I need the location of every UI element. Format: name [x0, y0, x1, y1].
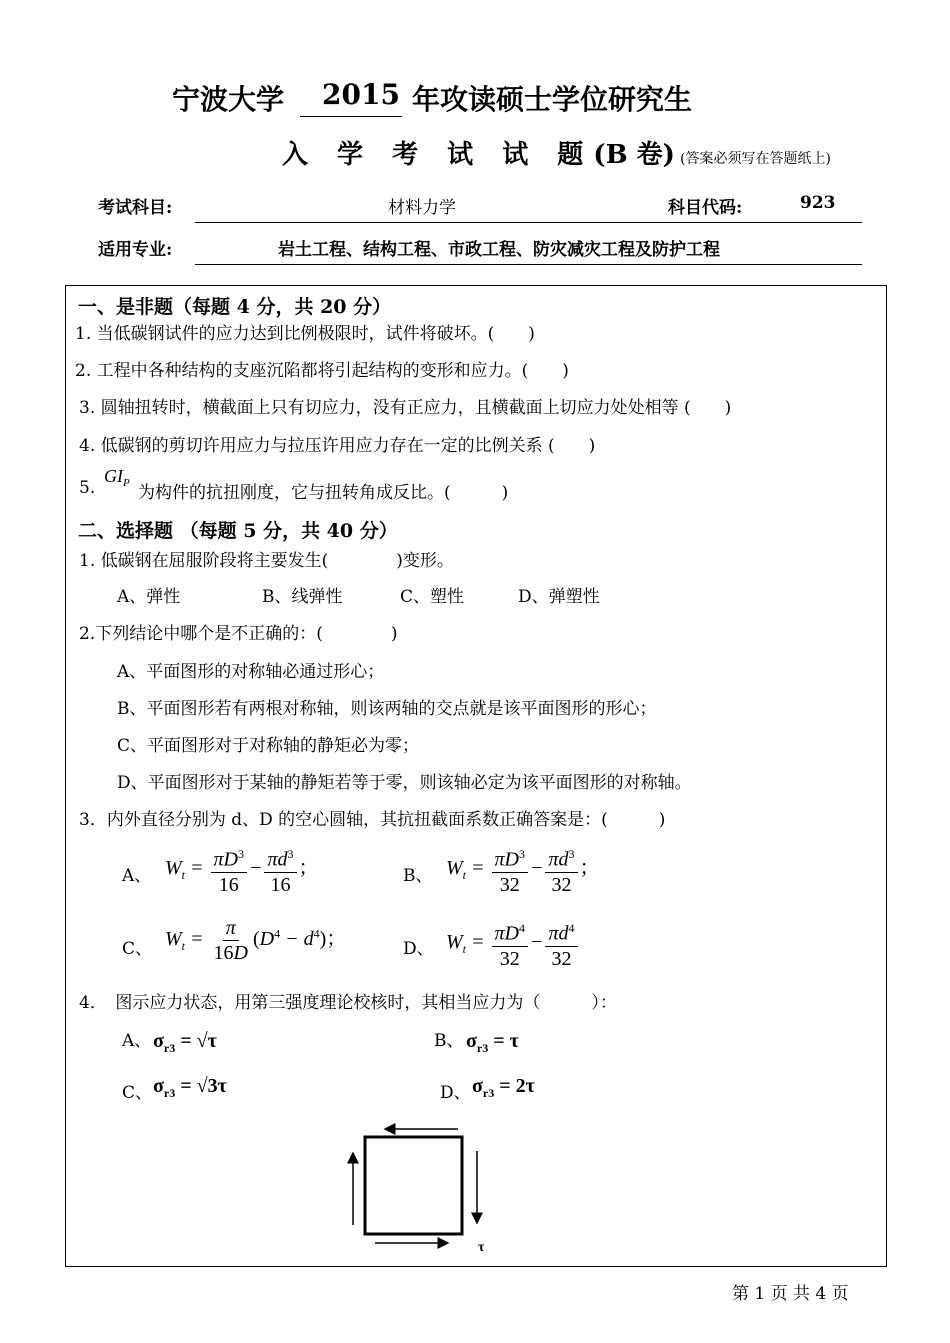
- major-underline: [195, 264, 862, 265]
- s2-q4-option-b: $\sigma_{r3} = \tau$: [466, 1030, 519, 1055]
- exam-version: (B 卷): [593, 140, 675, 170]
- subject-label: 考试科目:: [98, 198, 173, 218]
- year-underline: [300, 116, 402, 117]
- s1-item-5-text: 为构件的抗扭刚度，它与扭转角成反比。( ): [138, 483, 509, 503]
- s2-q3-formula-a: $W_t$ = $\frac{\pi D^3}{16}$ − $\frac{\pi d^3}{16}$ ；: [165, 842, 319, 897]
- s2-q2-opt-c: C、平面图形对于对称轴的静矩必为零；: [117, 736, 420, 756]
- subject-underline: [195, 222, 862, 223]
- s2-q1-opt-c: C、塑性: [400, 587, 465, 607]
- s1-item-5-num: 5.: [79, 478, 96, 498]
- exam-note: (答案必须写在答题纸上): [680, 151, 831, 167]
- s2-q3-formula-d: $W_t$ = $\frac{\pi D^4}{32}$ − $\frac{\pi d^4}{32}$: [446, 916, 580, 971]
- s2-q3: 3．内外直径分别为 d、D 的空心圆轴，其抗扭截面系数正确答案是：( ): [79, 810, 666, 830]
- s2-q4-label-b: B、: [434, 1031, 464, 1051]
- section1-title: 一、是非题（每题 4 分，共 20 分）: [78, 296, 392, 318]
- subject-value: 材料力学: [388, 198, 456, 218]
- s2-q4: 4． 图示应力状态，用第三强度理论校核时，其相当应力为（ ）：: [79, 993, 617, 1013]
- s2-q2-opt-d: D、平面图形对于某轴的静矩若等于零，则该轴必定为该平面图形的对称轴。: [117, 773, 692, 793]
- title-line2: [282, 134, 831, 171]
- s2-q4-label-d: D、: [440, 1083, 471, 1103]
- title-program: 年攻读硕士学位研究生: [412, 83, 693, 116]
- s2-q3-label-a: A、: [122, 866, 152, 886]
- s2-q2-opt-b: B、平面图形若有两根对称轴，则该两轴的交点就是该平面图形的形心；: [117, 699, 657, 719]
- s2-q4-option-a: $\sigma_{r3} = √\tau$: [153, 1030, 217, 1055]
- major-label: 适用专业:: [98, 240, 173, 260]
- s1-item-3: 3. 圆轴扭转时，横截面上只有切应力，没有正应力，且横截面上切应力处处相等 ( ): [79, 398, 732, 418]
- s2-q4-label-a: A、: [122, 1031, 152, 1051]
- s2-q1-opt-b: B、线弹性: [262, 587, 343, 607]
- page-footer: 第 1 页 共 4 页: [732, 1284, 849, 1304]
- s2-q3-label-d: D、: [403, 939, 434, 959]
- s2-q3-formula-c: $W_t$ = $\frac{\pi}{16D}$ $(D^4 - d^4)$；: [165, 917, 347, 964]
- s1-item-2: 2. 工程中各种结构的支座沉陷都将引起结构的变形和应力。( ): [75, 361, 569, 381]
- s1-item-4: 4. 低碳钢的剪切许用应力与拉压许用应力存在一定的比例关系 ( ): [79, 436, 596, 456]
- code-value: 923: [800, 193, 836, 213]
- section2-title: 二、选择题 （每题 5 分，共 40 分）: [78, 520, 398, 542]
- s2-q3-label-b: B、: [403, 866, 433, 886]
- s2-q2-opt-a: A、平面图形的对称轴必通过形心；: [117, 662, 385, 682]
- s2-q1-opt-a: A、弹性: [117, 587, 181, 607]
- s2-q4-option-d: $\sigma_{r3} = 2\tau$: [472, 1075, 535, 1100]
- s2-q4-option-c: $\sigma_{r3} = √3\tau$: [153, 1075, 227, 1100]
- stress-element-square: [365, 1137, 462, 1234]
- stress-element-diagram: [340, 1115, 500, 1260]
- title-university: 宁波大学: [172, 83, 285, 116]
- s1-item-1: 1. 当低碳钢试件的应力达到比例极限时，试件将破坏。( ): [75, 324, 535, 344]
- s2-q4-label-c: C、: [122, 1083, 153, 1103]
- s2-q3-formula-b: $W_t$ = $\frac{\pi D^3}{32}$ − $\frac{\pi d^3}{32}$ ；: [446, 842, 600, 897]
- exam-title: 入 学 考 试 试 题: [282, 140, 594, 170]
- title-year: 2015: [322, 78, 400, 111]
- s2-q3-label-c: C、: [122, 939, 153, 959]
- s2-q1-opt-d: D、弹塑性: [518, 587, 600, 607]
- s1-item-5-symbol: $GI_P$: [104, 466, 130, 490]
- s2-q1: 1. 低碳钢在屈服阶段将主要发生( )变形。: [79, 551, 454, 571]
- major-value: 岩土工程、结构工程、市政工程、防灾减灾工程及防护工程: [278, 240, 720, 260]
- s2-q2: 2.下列结论中哪个是不正确的：( ): [79, 624, 398, 644]
- code-label: 科目代码:: [668, 198, 743, 218]
- tau-label: τ: [478, 1240, 485, 1255]
